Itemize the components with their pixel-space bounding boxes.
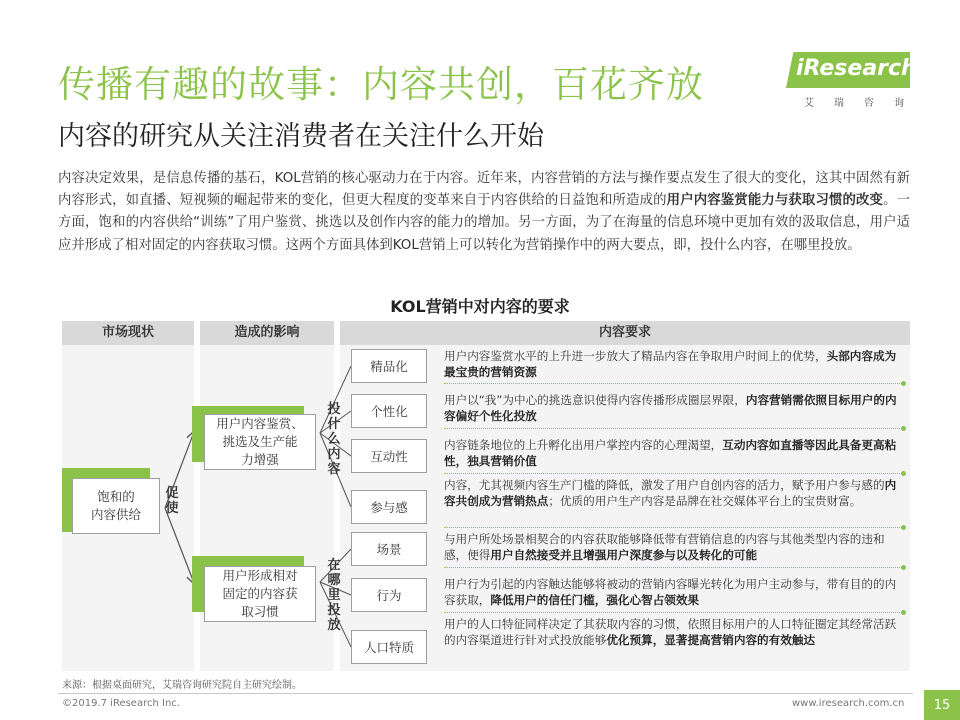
requirement-text: 与用户所处场景相契合的内容获取能够降低带有营销信息的内容与其他类型内容的违和感，便得用户自然接受并且增强用户深度参与以及转化的可能 — [444, 532, 885, 562]
tag-participation: 参与感 — [351, 490, 427, 524]
logo-name: iResearch — [796, 56, 917, 81]
requirement-text: 用户的人口特征同样决定了其获取内容的习惯，依照目标用户的人口特征圈定其经常活跃的内容渠道进行针对式投放能够优化预算，显著提高营销内容的有效触达 — [444, 617, 897, 647]
column-header-market: 市场现状 — [62, 321, 194, 345]
page-title: 传播有趣的故事：内容共创，百花齐放 — [58, 63, 704, 106]
requirement-text: 用户内容鉴赏水平的上升进一步放大了精品内容在争取用户时间上的优势，头部内容成为最宝贵的营销资源 — [444, 349, 897, 379]
requirement-text: 内容，尤其视频内容生产门槛的降低，激发了用户自创内容的活力，赋予用户参与感的内容共创成为营销热点；优质的用户生产内容是品牌在社交媒体平台上的宝贵财富。 — [444, 478, 897, 508]
requirement-text: 内容链条地位的上升孵化出用户掌控内容的心理渴望，互动内容如直播等因此具备更高粘性，独具营销价值 — [444, 438, 897, 468]
what-content-label: 投什么内容 — [327, 402, 341, 477]
intro-bold: 用户内容鉴赏能力与获取习惯的改变 — [666, 193, 884, 209]
tag-interactivity: 互动性 — [351, 439, 427, 473]
separator — [444, 527, 904, 528]
separator — [444, 612, 904, 613]
separator — [444, 473, 904, 474]
promote-label: 促使 — [165, 486, 179, 516]
tag-behavior: 行为 — [351, 578, 427, 612]
intro-text-1: 内容决定效果，是信息传播的基石，KOL营销的核心驱动力在于内容。近年来，内容营销的方法与操作要点发生了很大的变化，这其中固然有新内容形式，如直播、短视频的崛起带来的变化，但更大程度的变革来自于内容供给的日益饱和所造成的 — [58, 171, 910, 209]
where-placement-label: 在哪里投放 — [327, 558, 341, 633]
tag-quality: 精品化 — [351, 349, 427, 383]
intro-text-2: 。一方面，饱和的内容供给“训练”了用户鉴赏、挑选以及创作内容的能力的增加。另一方面，为了在海量的信息环境中更加有效的汲取信息，用户适应并形成了相对固定的内容获取习惯。这两个方面具体到KOL营销上可以转化为营销操作中的两大要点，即，投什么内容，在哪里投放。 — [58, 193, 911, 253]
website-link[interactable]: www.iresearch.com.cn — [792, 698, 905, 709]
copyright: ©2019.7 iResearch Inc. — [62, 698, 180, 709]
requirement-text: 用户以“我”为中心的挑选意识使得内容传播形成圈层界限，内容营销需依照目标用户的内容偏好个性化投放 — [444, 393, 897, 423]
requirement-text: 用户行为引起的内容触达能够将被动的营销内容曝光转化为用户主动参与，带有目的的内容获取，降低用户的信任门槛，强化心智占领效果 — [444, 577, 897, 607]
logo-subtitle: 艾瑞咨询 — [804, 98, 924, 109]
impact-node-ability: 用户内容鉴赏、 挑选及生产能 力增强 — [204, 414, 316, 470]
diagram-title: KOL营销中对内容的要求 — [390, 297, 570, 316]
tag-scene: 场景 — [351, 532, 427, 566]
separator — [444, 383, 904, 384]
footer-divider — [58, 693, 913, 694]
separator — [444, 567, 904, 568]
column-header-requirements: 内容要求 — [340, 321, 910, 345]
source-note: 来源：根据桌面研究，艾瑞咨询研究院自主研究绘制。 — [62, 680, 302, 691]
column-header-impact: 造成的影响 — [200, 321, 334, 345]
page-number: 15 — [924, 690, 960, 720]
tag-demographics: 人口特质 — [351, 630, 427, 664]
market-node: 饱和的 内容供给 — [72, 478, 160, 534]
tag-personalization: 个性化 — [351, 394, 427, 428]
separator — [444, 428, 904, 429]
arrow-to-impact-bottom — [165, 508, 194, 583]
page-subtitle: 内容的研究从关注消费者在关注什么开始 — [58, 121, 544, 152]
impact-node-habit: 用户形成相对 固定的内容获 取习惯 — [204, 566, 316, 622]
